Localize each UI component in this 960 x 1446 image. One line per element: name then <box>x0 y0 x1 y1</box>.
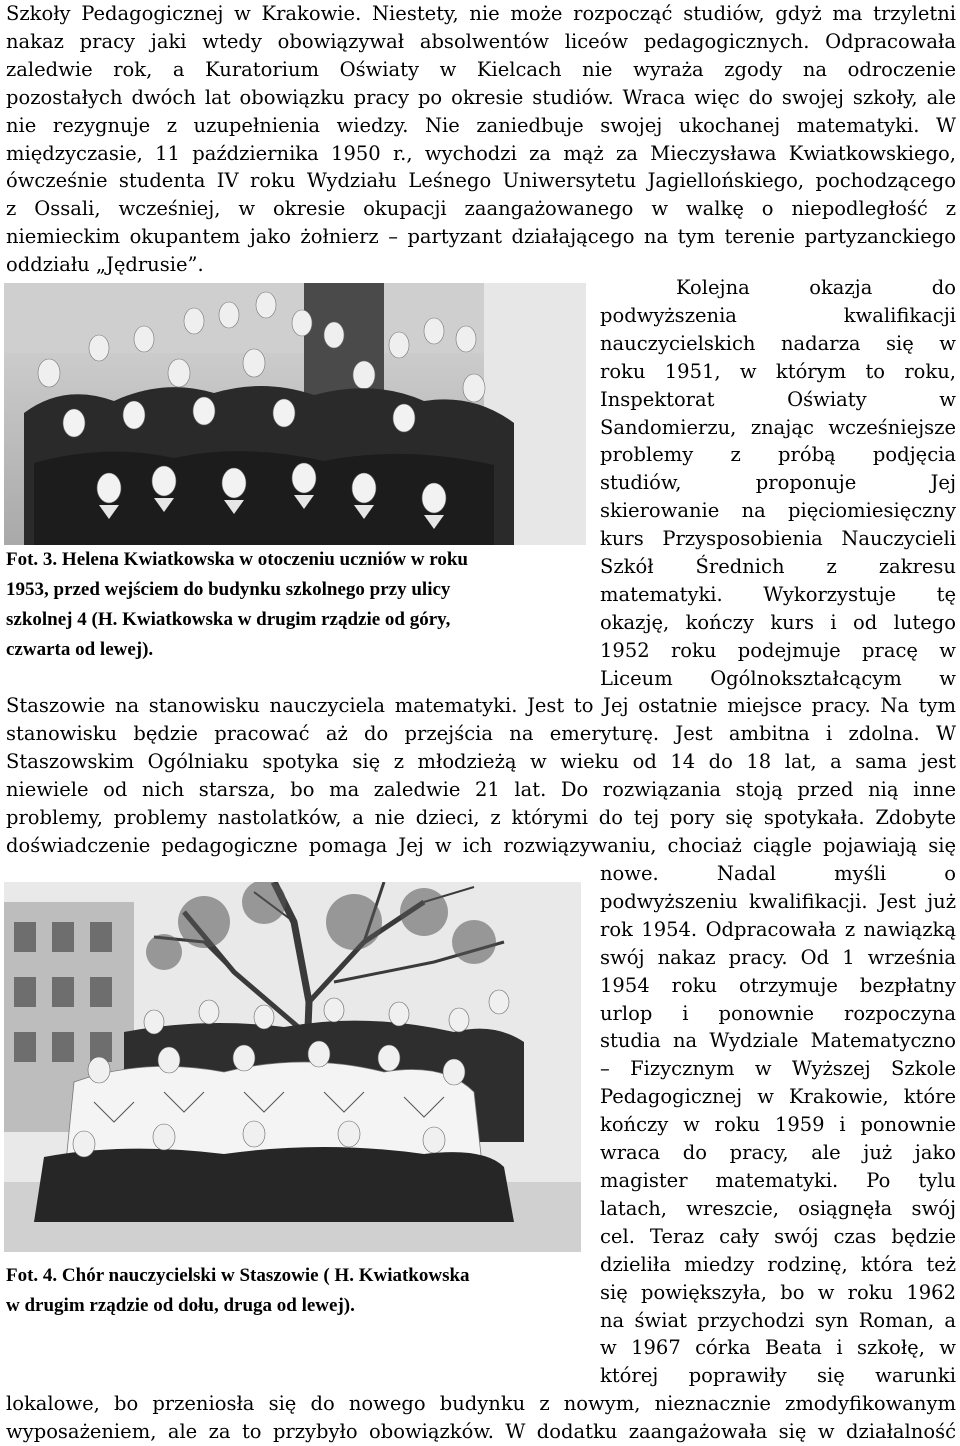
caption-line: Fot. 4. Chór nauczycielski w Staszowie ( H. Kwiatkowska <box>6 1265 470 1286</box>
text-line: zaledwie rok, a Kuratorium Oświaty w Kielcach nie wyraża zgody na odroczenie <box>6 57 956 81</box>
text-line: kończy w roku 1959 i ponownie <box>600 1113 956 1137</box>
text-line: Liceum Ogólnokształcącym w <box>600 666 956 690</box>
text-line: Staszowie na stanowisku nauczyciela matematyki. Jest to Jej ostatnie miejsce pracy. Na tym <box>6 694 956 717</box>
text-line: latach, wreszcie, osiągnęła swój <box>600 1196 956 1220</box>
school-group-photo-image <box>4 283 586 545</box>
text-line: doświadczenie pedagogiczne pomaga Jej w ich rozwiązywaniu, chociaż ciągle pojawiają się <box>6 833 956 857</box>
text-line: niemieckim okupantem jako żołnierz – partyzant działającego na tym terenie partyzanckiego <box>6 225 956 249</box>
column-right-2 <box>600 860 956 1390</box>
text-line: dzieliła miedzy rodzinę, która też <box>600 1252 956 1276</box>
text-line: pozostałych dwóch lat obowiązku pracy po okresie studiów. Wraca więc do swojej szkoły, ale <box>6 85 956 109</box>
text-line: studiów, proponuje Jej <box>600 471 956 495</box>
text-line: się powiększyła, bo w roku 1962 <box>600 1280 956 1304</box>
text-line: z Ossali, wcześniej, w okresie okupacji zaangażowanego w walkę o niepodległość z <box>6 197 956 221</box>
text-line: nakaz pracy jaki wtedy obowiązywał absolwentów liceów pedagogicznych. Odpracowała <box>6 29 956 53</box>
caption-line: w drugim rządzie od dołu, druga od lewej). <box>6 1295 355 1316</box>
caption-line: 1953, przed wejściem do budynku szkolnego przy ulicy <box>6 579 451 600</box>
caption-line: czwarta od lewej). <box>6 639 154 660</box>
paragraph-top <box>6 0 956 279</box>
text-line: oddziału „Jędrusie”. <box>6 253 204 277</box>
text-line: urlop i ponownie rozpoczyna <box>600 1001 956 1025</box>
caption-line: szkolnej 4 (H. Kwiatkowska w drugim rządzie od góry, <box>6 609 451 630</box>
text-line: Inspektorat Oświaty w <box>600 387 956 411</box>
caption-fot-3 <box>6 545 586 665</box>
text-line: międzyczasie, 11 października 1950 r., wychodzi za mąż za Mieczysława Kwiatkowskiego, <box>6 141 956 165</box>
text-line: – Fizycznym w Wyższej Szkole <box>600 1057 956 1081</box>
teachers-choir-photo-image <box>4 882 581 1252</box>
text-line: Staszowskim Ogólniaku spotyka się z młodzieżą w wieku od 14 do 18 lat, a sama jest <box>6 749 956 773</box>
text-line: problemy z próbą podjęcia <box>600 443 956 467</box>
paragraph-bottom <box>6 1390 956 1446</box>
text-line: ówcześnie studenta IV roku Wydziału Leśnego Uniwersytetu Jagiellońskiego, pochodzącego <box>6 169 956 193</box>
text-line: roku 1951, w którym to roku, <box>600 359 956 383</box>
text-line: nie rezygnuje z uzupełnienia wiedzy. Nie zaniedbuje swojej ukochanej matematyki. W <box>6 113 956 137</box>
text-line: nauczycielskich nadarza się w <box>600 331 956 355</box>
text-line: skierowanie na pięciomiesięczny <box>600 499 956 523</box>
text-line: podwyższeniu kwalifikacji. Jest już <box>600 889 956 913</box>
caption-fot-4 <box>6 1261 586 1321</box>
text-line: na świat przychodzi syn Roman, a <box>600 1308 956 1332</box>
text-line: matematyki. Wykorzystuje tę <box>600 582 956 606</box>
text-line: której poprawiły się warunki <box>600 1364 956 1388</box>
text-line: rok 1954. Odpracowała z nawiązką <box>600 917 956 941</box>
text-line: okazję, kończy kurs i od lutego <box>600 610 956 634</box>
text-line: problemy, problemy nastolatków, a nie dzieci, z którymi do tej pory się spotykała. Zdobyte <box>6 805 956 829</box>
caption-line: Fot. 3. Helena Kwiatkowska w otoczeniu uczniów w roku <box>6 549 468 570</box>
text-line: Szkoły Pedagogicznej w Krakowie. Niestety, nie może rozpocząć studiów, gdyż ma trzyletni <box>6 2 956 25</box>
column-right-1 <box>600 274 956 693</box>
text-line: swój nakaz pracy. Od 1 września <box>600 945 956 969</box>
text-line: Pedagogicznej w Krakowie, które <box>600 1085 956 1109</box>
photo-school-group <box>4 283 586 545</box>
text-line: 1952 roku podejmuje pracę w <box>600 638 956 662</box>
text-line: Kolejna okazja do <box>676 276 956 299</box>
text-line: 1954 roku otrzymuje bezpłatny <box>600 973 956 997</box>
text-line: Szkół Średnich z zakresu <box>600 555 956 579</box>
text-line: wyposażeniem, ale za to przybyło obowiązków. W dodatku zaangażowała się w działalność <box>6 1419 956 1443</box>
text-line: stanowisku będzie pracować aż do przejścia na emeryturę. Jest ambitna i zdolna. W <box>6 721 956 745</box>
text-line: w 1967 córka Beata i szkołę, w <box>600 1336 956 1360</box>
text-line: lokalowe, bo przeniosła się do nowego budynku z nowym, nieznacznie zmodyfikowanym <box>6 1392 956 1415</box>
text-line: Sandomierzu, znając wcześniejsze <box>600 415 956 439</box>
text-line: studia na Wydziale Matematyczno <box>600 1029 956 1053</box>
text-line: wraca do pracy, ale już jako <box>600 1141 956 1165</box>
text-line: podwyższenia kwalifikacji <box>600 303 956 327</box>
text-line: magister matematyki. Po tylu <box>600 1168 956 1192</box>
text-line: niewiele od nich starsza, bo ma zaledwie 21 lat. Do rozwiązania stoją przed nią inne <box>6 777 956 801</box>
text-line: cel. Teraz cały swój czas będzie <box>600 1224 956 1248</box>
paragraph-middle <box>6 692 956 859</box>
text-line: kurs Przysposobienia Nauczycieli <box>600 527 956 551</box>
photo-teachers-choir <box>4 882 581 1252</box>
text-line: nowe. Nadal myśli o <box>600 862 956 885</box>
